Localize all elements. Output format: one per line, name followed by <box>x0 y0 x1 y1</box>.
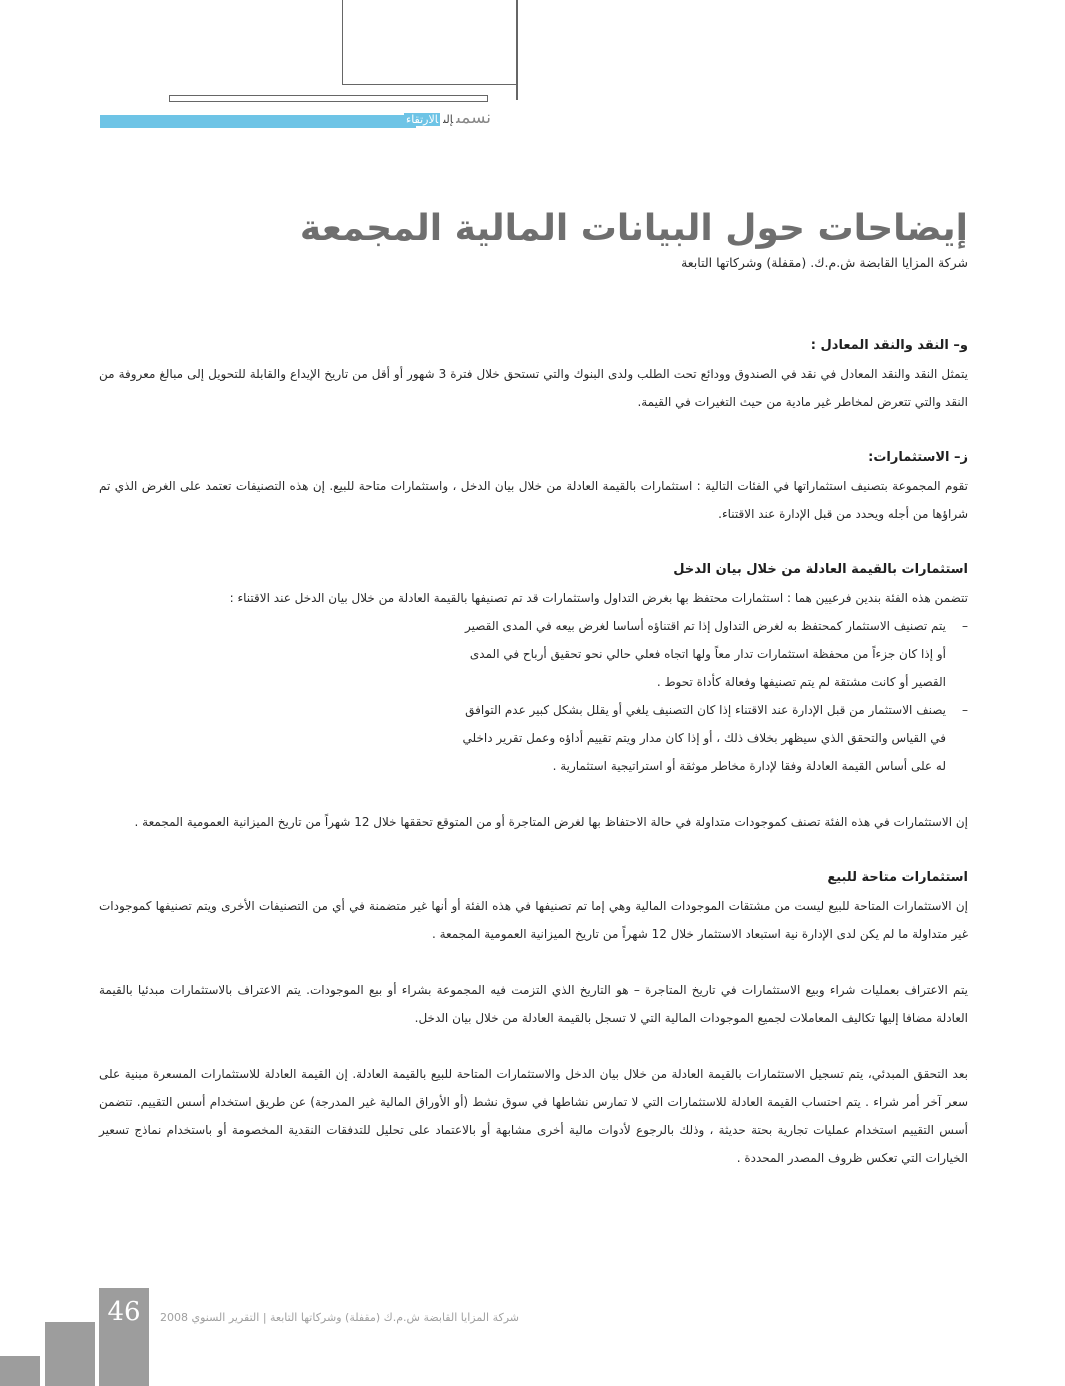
bullet-item <box>99 612 946 696</box>
fair-value-intro: تتضمن هذه الفئة بندين فرعيين هما : استثمارات محتفظ بها بغرض التداول واستثمارات قد تم تصنيفها بالقيمة العادلة من خلال بيان الدخل عند الاقتناء : <box>229 591 968 605</box>
header-frame-line <box>516 0 518 100</box>
header-frame-top <box>342 0 517 85</box>
section-heading-available-for-sale: استثمارات متاحة للبيع <box>827 870 968 885</box>
footer-block <box>0 1356 40 1386</box>
main-content <box>99 332 968 1172</box>
fair-value-closing: إن الاستثمارات في هذه الفئة تصنف كموجودات متداولة في حالة الاحتفاظ بها لغرض المتاجرة أو من المتوقع تحققها خلال 12 شهراً من تاريخ الميزانية العمومية المجمعة . <box>134 815 968 829</box>
bullet-line: – يصنف الاستثمار من قبل الإدارة عند الاقتناء إذا كان التصنيف يلغي أو يقلل بشكل كبير عدم التوافق <box>465 703 946 717</box>
tagline-highlight: الارتقاء <box>406 113 439 126</box>
page-number: 46 <box>107 1297 141 1327</box>
page-title: إيضاحات حول البيانات المالية المجمعة <box>299 208 968 249</box>
footer-block <box>45 1322 95 1386</box>
fair-value-bullets <box>99 612 968 780</box>
bullet-item <box>99 696 946 780</box>
header-frame-bar <box>169 95 488 102</box>
bullet-line: – يتم تصنيف الاستثمار كمحتفظ به لغرض التداول إذا تم اقتناؤه أساسا لغرض بيعه في المدى القصير <box>465 619 946 633</box>
tagline-main: نسمى <box>456 108 491 128</box>
tagline <box>356 108 491 130</box>
bullet-line: أو إذا كان جزءاً من محفظة استثمارات تدار معاً ولها اتجاه فعلي حالي نحو تحقيق أرباح في المدى <box>469 647 946 661</box>
cash-paragraph: يتمثل النقد والنقد المعادل في نقد في الصندوق وودائع تحت الطلب ولدى البنوك والتي تستحق خلال فترة 3 شهور أو أقل من تاريخ الإيداع والقابلة للتحويل إلى مبالغ معروفة من النقد والتي تتعرض لمخاطر غير مادية من حيث التغيرات في القيمة. <box>99 367 968 409</box>
tagline-sub: إلى <box>443 113 454 126</box>
bullet-line: في القياس والتحقق الذي سيظهر بخلاف ذلك ، أو إذا كان مدار ويتم تقييم أداؤه وعمل تقرير داخلي <box>462 731 946 745</box>
bullet-line: له على أساس القيمة العادلة وفقا لإدارة مخاطر موثقة أو استراتيجية استثمارية . <box>552 759 946 773</box>
bullet-line: القصير أو كانت مشتقة لم يتم تصنيفها وفعالة كأداة تحوط . <box>656 675 946 689</box>
recognition-paragraph: يتم الاعتراف بعمليات شراء وبيع الاستثمارات في تاريخ المتاجرة – هو التاريخ الذي التزمت فيه المجموعة بشراء أو بيع الموجودات. يتم الاعتراف بالاستثمارات مبدئيا بالقيمة العادلة مضافا إليها تكاليف المعاملات لجميع الموجودات المالية التي لا تسجل بالقيمة العادلة من خلال بيان الدخل. <box>99 983 968 1025</box>
available-for-sale-paragraph: إن الاستثمارات المتاحة للبيع ليست من مشتقات الموجودات المالية وهي إما تم تصنيفها في هذه الفئة أو أنها غير متضمنة في أي من التصنيفات الأخرى ويتم تصنيفها كموجودات غير متداولة ما لم يكن لدى الإدارة نية استبعاد الاستثمار خلال 12 شهراً من تاريخ الميزانية العمومية المجمعة . <box>99 899 968 941</box>
footer-text: شركة المزايا القابضة ش.م.ك (مقفلة) وشركاتها التابعة | التقرير السنوي 2008 <box>160 1311 519 1324</box>
investments-paragraph: تقوم المجموعة بتصنيف استثماراتها في الفئات التالية : استثمارات بالقيمة العادلة من خلال بيان الدخل ، واستثمارات متاحة للبيع. إن هذه التصنيفات تعتمد على الغرض الذي تم شراؤها من أجله ويحدد من قبل الإدارة عند الاقتناء. <box>99 479 968 521</box>
section-heading-investments: ز– الاستثمارات: <box>868 450 968 465</box>
page-subtitle: شركة المزايا القابضة ش.م.ك. (مقفلة) وشركاتها التابعة <box>681 255 968 270</box>
measurement-paragraph: بعد التحقق المبدئي، يتم تسجيل الاستثمارات بالقيمة العادلة من خلال بيان الدخل والاستثمارات المتاحة للبيع بالقيمة العادلة. إن القيمة العادلة للاستثمارات المسعرة مبنية على سعر آخر أمر شراء . يتم احتساب القيمة العادلة للاستثمارات التي لا تمارس نشاطها في سوق نشط (أو الأوراق المالية غير المدرجة) عن طريق استخدام أسس التقييم. تتضمن أسس التقييم استخدام عمليات تجارية بحتة حديثة ، وذلك بالرجوع لأدوات مالية أخرى مشابهة أو بالاعتماد على تحليل للتدفقات النقدية المخصومة أو باستخدام نماذج تسعير الخيارات التي تعكس ظروف المصدر المحددة . <box>99 1067 968 1165</box>
section-heading-cash: و– النقد والنقد المعادل : <box>810 338 968 353</box>
section-heading-fair-value: استثمارات بالقيمة العادلة من خلال بيان الدخل <box>673 562 968 577</box>
